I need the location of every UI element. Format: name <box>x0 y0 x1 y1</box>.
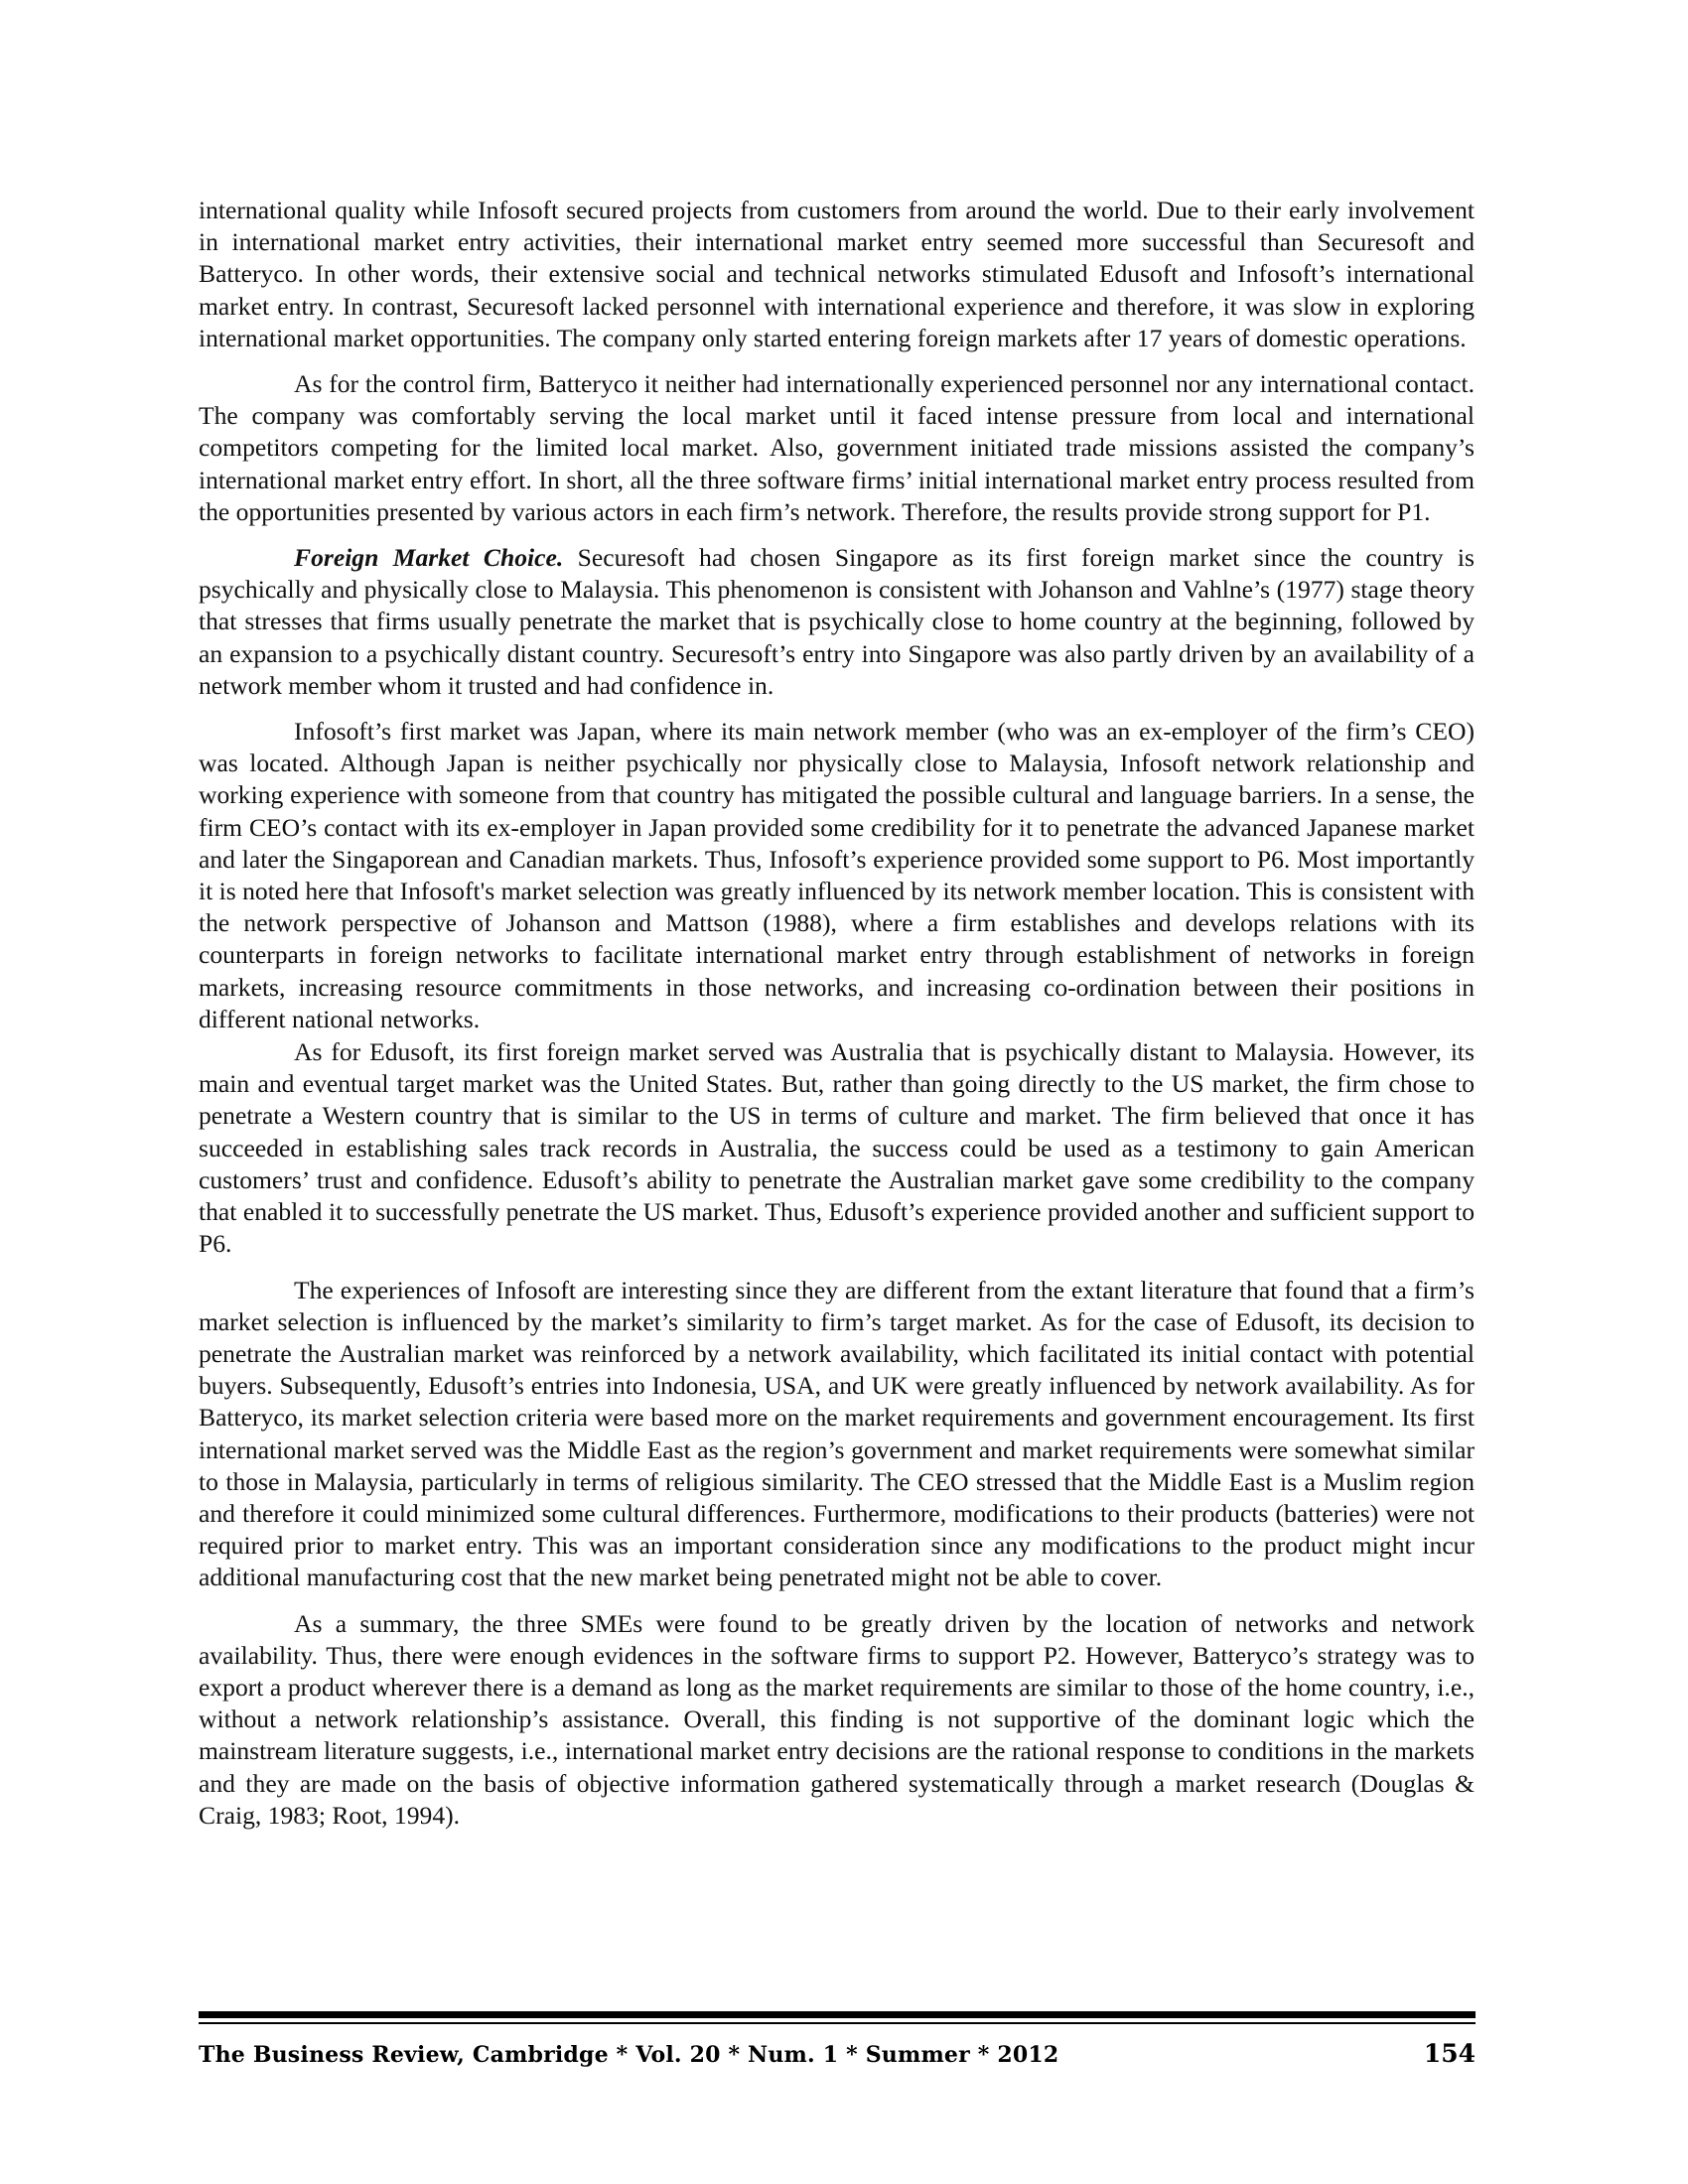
page-number: 154 <box>1423 2039 1476 2068</box>
page-footer <box>199 2039 1476 2075</box>
paragraph-text: international quality while Infosoft secured projects from customers from around the world. Due to their early involvement in international market entry activities, their international market entry seemed more successful than Securesoft and Batteryco. In other words, their extensive social and technical networks stimulated Edusoft and Infosoft’s international market entry. In contrast, Securesoft lacked personnel with international experience and therefore, it was slow in exploring international market opportunities. The company only started entering foreign markets after 17 years of domestic operations. <box>199 196 1475 352</box>
footer-rule-thick <box>199 2011 1476 2018</box>
paragraph-control-firm <box>199 368 1475 528</box>
paragraph-text: As for the control firm, Batteryco it neither had internationally experienced personnel nor any international contact. The company was comfortably serving the local market until it faced intense pressure from local and international competitors competing for the limited local market. Also, government initiated trade missions assisted the company’s international market entry effort. In short, all the three software firms’ initial international market entry process resulted from the opportunities presented by various actors in each firm’s network. Therefore, the results provide strong support for P1. <box>199 369 1475 526</box>
paragraph-text: As for Edusoft, its first foreign market served was Australia that is psychically distant to Malaysia. However, its main and eventual target market was the United States. But, rather than going directly to the US market, the firm chose to penetrate a Western country that is similar to the US in terms of culture and market. The firm believed that once it has succeeded in establishing sales track records in Australia, the success could be used as a testimony to gain American customers’ trust and confidence. Edusoft’s ability to penetrate the Australian market gave some credibility to the company that enabled it to successfully penetrate the US market. Thus, Edusoft’s experience provided another and sufficient support to P6. <box>199 1037 1475 1259</box>
paragraph-market-selection <box>199 1275 1475 1594</box>
run-in-heading: Foreign Market Choice. <box>294 543 564 573</box>
paragraph-edusoft-australia <box>199 1036 1475 1260</box>
paragraph-network-influence <box>199 195 1475 354</box>
paragraph-text: Infosoft’s first market was Japan, where its main network member (who was an ex-employer of the firm’s CEO) was located. Although Japan is neither psychically nor physically close to Malaysia, Infosoft network relationship and working experience with someone from that country has mitigated the possible cultural and language barriers. In a sense, the firm CEO’s contact with its ex-employer in Japan provided some credibility for it to penetrate the advanced Japanese market and later the Singaporean and Canadian markets. Thus, Infosoft’s experience provided some support to P6. Most importantly it is noted here that Infosoft's market selection was greatly influenced by its network member location. This is consistent with the network perspective of Johanson and Mattson (1988), where a firm establishes and develops relations with its counterparts in foreign networks to facilitate international market entry through establishment of networks in foreign markets, increasing resource commitments in those networks, and increasing co-ordination between their positions in different national networks. <box>199 717 1475 1033</box>
paragraph-infosoft-japan <box>199 716 1475 1035</box>
footer-rule-thin <box>199 2022 1476 2024</box>
journal-citation: The Business Review, Cambridge * Vol. 20 * Num. 1 * Summer * 2012 <box>199 2042 1059 2068</box>
paragraph-foreign-market-choice <box>199 542 1475 702</box>
paragraph-text: The experiences of Infosoft are interesting since they are different from the extant literature that found that a firm’s market selection is influenced by the market’s similarity to firm’s target market. As for the case of Edusoft, its decision to penetrate the Australian market was reinforced by a network availability, which facilitated its initial contact with potential buyers. Subsequently, Edusoft’s entries into Indonesia, USA, and UK were greatly influenced by network availability. As for Batteryco, its market selection criteria were based more on the market requirements and government encouragement. Its first international market served was the Middle East as the region’s government and market requirements were somewhat similar to those in Malaysia, particularly in terms of religious similarity. The CEO stressed that the Middle East is a Muslim region and therefore it could minimized some cultural differences. Furthermore, modifications to their products (batteries) were not required prior to market entry. This was an important consideration since any modifications to the product might incur additional manufacturing cost that the new market being penetrated might not be able to cover. <box>199 1275 1475 1592</box>
paragraph-summary <box>199 1608 1475 1832</box>
paragraph-text: Securesoft had chosen Singapore as its first foreign market since the country is psychically and physically close to Malaysia. This phenomenon is consistent with Johanson and Vahlne’s (1977) stage theory that stresses that firms usually penetrate the market that is psychically close to home country at the beginning, followed by an expansion to a psychically distant country. Securesoft’s entry into Singapore was also partly driven by an availability of a network member whom it trusted and had confidence in. <box>199 543 1475 700</box>
paragraph-text: As a summary, the three SMEs were found to be greatly driven by the location of networks and network availability. Thus, there were enough evidences in the software firms to support P2. However, Batteryco’s strategy was to export a product wherever there is a demand as long as the market requirements are similar to those of the home country, i.e., without a network relationship’s assistance. Overall, this finding is not supportive of the dominant logic which the mainstream literature suggests, i.e., international market entry decisions are the rational response to conditions in the markets and they are made on the basis of objective information gathered systematically through a market research (Douglas & Craig, 1983; Root, 1994). <box>199 1608 1475 1830</box>
article-body <box>199 195 1475 1845</box>
